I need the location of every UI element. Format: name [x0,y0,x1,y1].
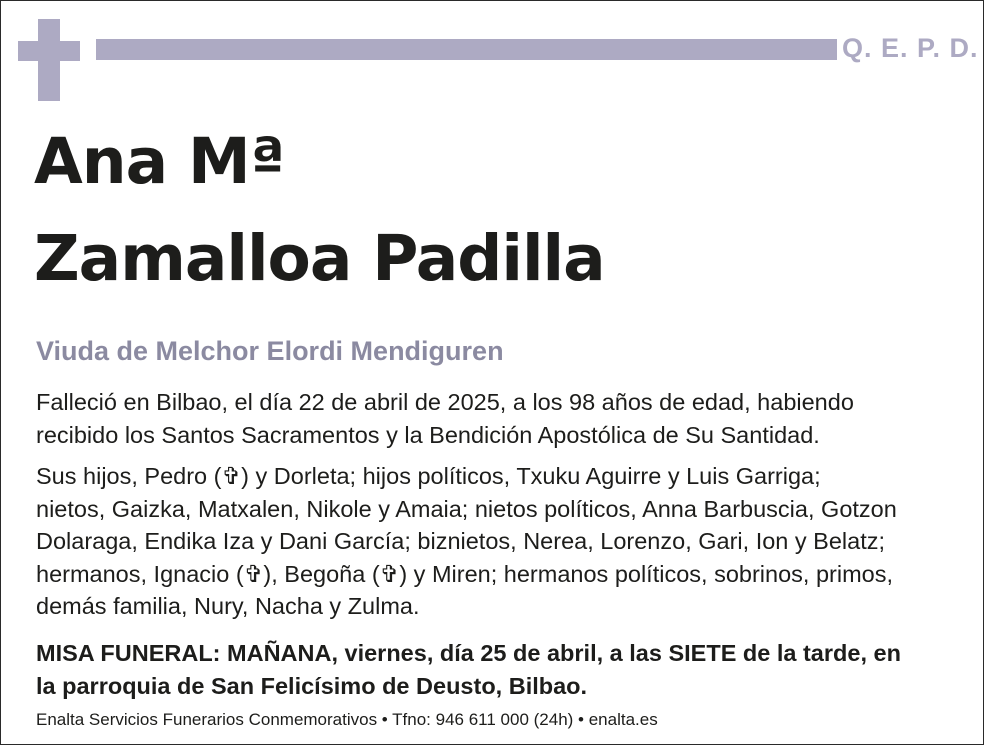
widow-of-line: Viuda de Melchor Elordi Mendiguren [36,336,504,366]
family-line: demás familia, Nury, Nacha y Zulma. [36,593,420,620]
funeral-line: MISA FUNERAL: MAÑANA, viernes, día 25 de abril, a las SIETE de la tarde, en [36,640,901,666]
family-line: Sus hijos, Pedro (✞) y Dorleta; hijos políticos, Txuku Aguirre y Luis Garriga; [36,463,821,489]
family-line: hermanos, Ignacio (✞), Begoña (✞) y Miren; hermanos políticos, sobrinos, primos, [36,560,894,587]
family-list [36,460,951,623]
funeral-home-footer: Enalta Servicios Funerarios Conmemorativos • Tfno: 946 611 000 (24h) • enalta.es [36,710,658,729]
deceased-name [34,113,605,307]
latin-cross-icon [18,19,80,101]
deceased-name-line1: Ana Mª [34,125,285,198]
death-notice-line: Falleció en Bilbao, el día 22 de abril de 2025, a los 98 años de edad, habiendo [36,389,854,415]
funeral-line: la parroquia de San Felicísimo de Deusto, Bilbao. [36,672,588,699]
deceased-name-line2: Zamalloa Padilla [34,222,605,295]
family-line: Dolaraga, Endika Iza y Dani García; biznietos, Nerea, Lorenzo, Gari, Ion y Belatz; [36,528,886,555]
death-notice [36,386,936,451]
qepd-label: Q. E. P. D. [842,33,979,63]
family-line: nietos, Gaizka, Matxalen, Nikole y Amaia; nietos políticos, Anna Barbuscia, Gotzon [36,495,897,522]
funeral-mass-notice [36,637,951,702]
header-rule [96,39,837,60]
death-notice-line: recibido los Santos Sacramentos y la Bendición Apostólica de Su Santidad. [36,421,820,448]
